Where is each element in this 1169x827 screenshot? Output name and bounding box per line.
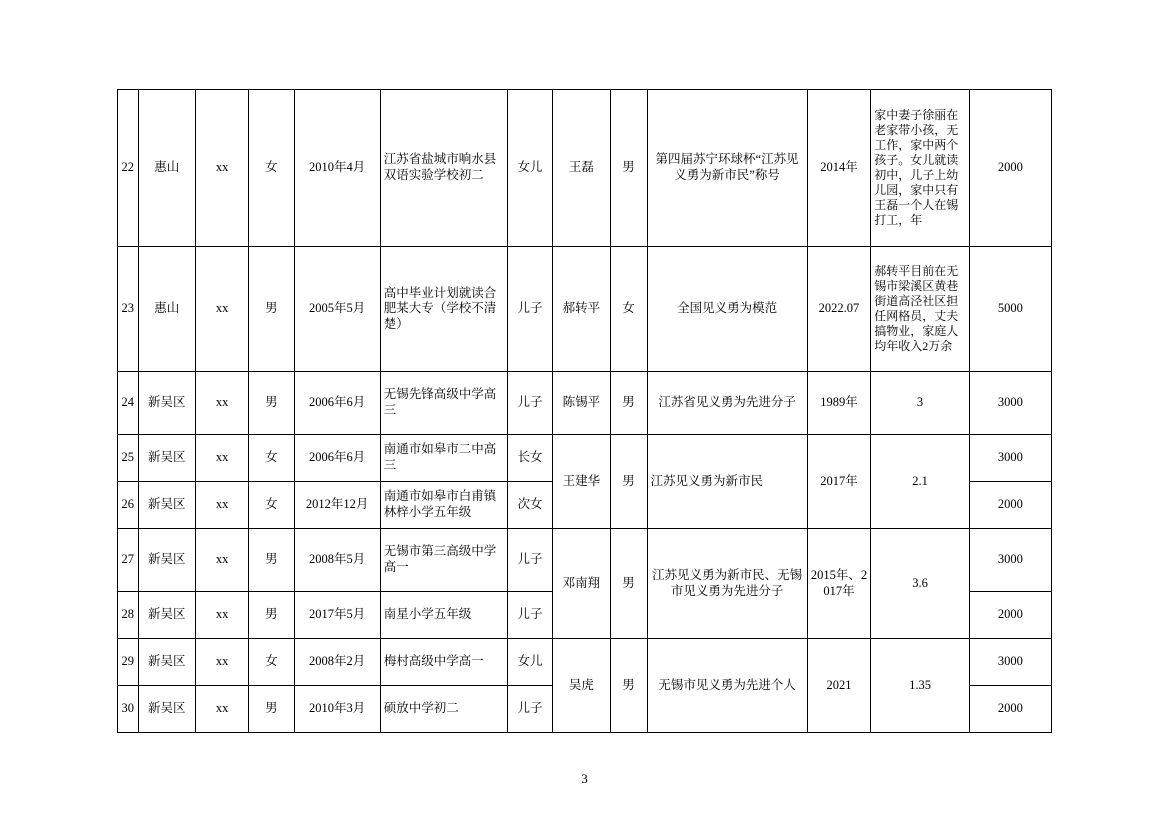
cell-note: 3.6 <box>871 529 970 639</box>
cell-index: 22 <box>118 90 139 247</box>
cell-year: 2022.07 <box>807 247 871 372</box>
cell-birth: 2017年5月 <box>294 592 380 639</box>
cell-area: 新吴区 <box>138 686 195 733</box>
cell-school: 南星小学五年级 <box>380 592 507 639</box>
cell-school: 梅村高级中学高一 <box>380 639 507 686</box>
cell-year: 2015年、2017年 <box>807 529 871 639</box>
cell-birth: 2006年6月 <box>294 372 380 435</box>
cell-parent-sex: 男 <box>610 639 647 733</box>
cell-index: 23 <box>118 247 139 372</box>
data-table-container <box>117 89 1052 733</box>
cell-sex: 男 <box>249 686 294 733</box>
cell-relation: 儿子 <box>507 247 552 372</box>
cell-parent-name: 陈锡平 <box>553 372 610 435</box>
cell-relation: 儿子 <box>507 372 552 435</box>
cell-area: 惠山 <box>138 247 195 372</box>
cell-school: 江苏省盐城市响水县双语实验学校初二 <box>380 90 507 247</box>
cell-index: 25 <box>118 435 139 482</box>
cell-sex: 男 <box>249 529 294 592</box>
cell-sex: 女 <box>249 639 294 686</box>
cell-masked-name: xx <box>195 529 248 592</box>
cell-area: 新吴区 <box>138 592 195 639</box>
table-row <box>118 529 1052 592</box>
cell-amount: 5000 <box>969 247 1051 372</box>
cell-index: 30 <box>118 686 139 733</box>
cell-school: 南通市如皋市二中高三 <box>380 435 507 482</box>
cell-sex: 女 <box>249 435 294 482</box>
cell-note: 3 <box>871 372 970 435</box>
cell-area: 新吴区 <box>138 435 195 482</box>
cell-birth: 2012年12月 <box>294 482 380 529</box>
cell-amount: 2000 <box>969 686 1051 733</box>
table-row <box>118 639 1052 686</box>
cell-birth: 2006年6月 <box>294 435 380 482</box>
cell-parent-sex: 女 <box>610 247 647 372</box>
cell-relation: 女儿 <box>507 639 552 686</box>
cell-index: 27 <box>118 529 139 592</box>
cell-index: 28 <box>118 592 139 639</box>
cell-note: 家中妻子徐丽在老家带小孩，无工作，家中两个孩子。女儿就读初中，儿子上幼儿园，家中只有王磊一个人在锡打工，年 <box>871 90 970 247</box>
cell-parent-sex: 男 <box>610 372 647 435</box>
cell-masked-name: xx <box>195 592 248 639</box>
cell-note: 1.35 <box>871 639 970 733</box>
cell-area: 新吴区 <box>138 639 195 686</box>
cell-honor: 江苏见义勇为新市民、无锡市见义勇为先进分子 <box>647 529 807 639</box>
cell-birth: 2010年4月 <box>294 90 380 247</box>
cell-honor: 第四届苏宁环球杯“江苏见义勇为新市民”称号 <box>647 90 807 247</box>
cell-school: 无锡市第三高级中学高一 <box>380 529 507 592</box>
cell-sex: 男 <box>249 372 294 435</box>
cell-parent-sex: 男 <box>610 435 647 529</box>
cell-relation: 儿子 <box>507 686 552 733</box>
cell-school: 无锡先锋高级中学高三 <box>380 372 507 435</box>
cell-parent-name: 王磊 <box>553 90 610 247</box>
cell-school: 硕放中学初二 <box>380 686 507 733</box>
cell-parent-name: 邓南翔 <box>553 529 610 639</box>
cell-sex: 男 <box>249 247 294 372</box>
cell-school: 南通市如皋市白甫镇林梓小学五年级 <box>380 482 507 529</box>
cell-year: 2021 <box>807 639 871 733</box>
beneficiary-table <box>117 89 1052 733</box>
cell-sex: 女 <box>249 90 294 247</box>
cell-honor: 无锡市见义勇为先进个人 <box>647 639 807 733</box>
cell-relation: 次女 <box>507 482 552 529</box>
cell-masked-name: xx <box>195 90 248 247</box>
cell-birth: 2008年2月 <box>294 639 380 686</box>
cell-masked-name: xx <box>195 482 248 529</box>
table-row <box>118 90 1052 247</box>
cell-relation: 儿子 <box>507 529 552 592</box>
cell-parent-sex: 男 <box>610 90 647 247</box>
cell-index: 29 <box>118 639 139 686</box>
table-row <box>118 247 1052 372</box>
cell-year: 2014年 <box>807 90 871 247</box>
cell-note: 郝转平目前在无锡市梁溪区黄巷街道高泾社区担任网格员，丈夫搞物业，家庭人均年收入2万余 <box>871 247 970 372</box>
cell-amount: 3000 <box>969 529 1051 592</box>
cell-parent-name: 吴虎 <box>553 639 610 733</box>
cell-area: 新吴区 <box>138 529 195 592</box>
cell-index: 24 <box>118 372 139 435</box>
table-row <box>118 372 1052 435</box>
cell-honor: 江苏省见义勇为先进分子 <box>647 372 807 435</box>
cell-honor: 江苏见义勇为新市民 <box>647 435 807 529</box>
cell-amount: 2000 <box>969 90 1051 247</box>
cell-birth: 2008年5月 <box>294 529 380 592</box>
cell-parent-sex: 男 <box>610 529 647 639</box>
cell-relation: 儿子 <box>507 592 552 639</box>
cell-sex: 男 <box>249 592 294 639</box>
cell-relation: 女儿 <box>507 90 552 247</box>
cell-amount: 3000 <box>969 435 1051 482</box>
cell-sex: 女 <box>249 482 294 529</box>
cell-area: 新吴区 <box>138 372 195 435</box>
cell-masked-name: xx <box>195 372 248 435</box>
cell-amount: 2000 <box>969 482 1051 529</box>
cell-index: 26 <box>118 482 139 529</box>
cell-masked-name: xx <box>195 639 248 686</box>
cell-area: 新吴区 <box>138 482 195 529</box>
cell-parent-name: 王建华 <box>553 435 610 529</box>
cell-note: 2.1 <box>871 435 970 529</box>
cell-masked-name: xx <box>195 686 248 733</box>
cell-year: 2017年 <box>807 435 871 529</box>
cell-amount: 3000 <box>969 639 1051 686</box>
cell-honor: 全国见义勇为模范 <box>647 247 807 372</box>
cell-amount: 2000 <box>969 592 1051 639</box>
cell-parent-name: 郝转平 <box>553 247 610 372</box>
page-number: 3 <box>581 771 588 786</box>
cell-birth: 2005年5月 <box>294 247 380 372</box>
cell-masked-name: xx <box>195 247 248 372</box>
cell-school: 高中毕业计划就读合肥某大专（学校不清楚） <box>380 247 507 372</box>
cell-birth: 2010年3月 <box>294 686 380 733</box>
cell-year: 1989年 <box>807 372 871 435</box>
cell-masked-name: xx <box>195 435 248 482</box>
table-row <box>118 435 1052 482</box>
cell-amount: 3000 <box>969 372 1051 435</box>
cell-relation: 长女 <box>507 435 552 482</box>
cell-area: 惠山 <box>138 90 195 247</box>
